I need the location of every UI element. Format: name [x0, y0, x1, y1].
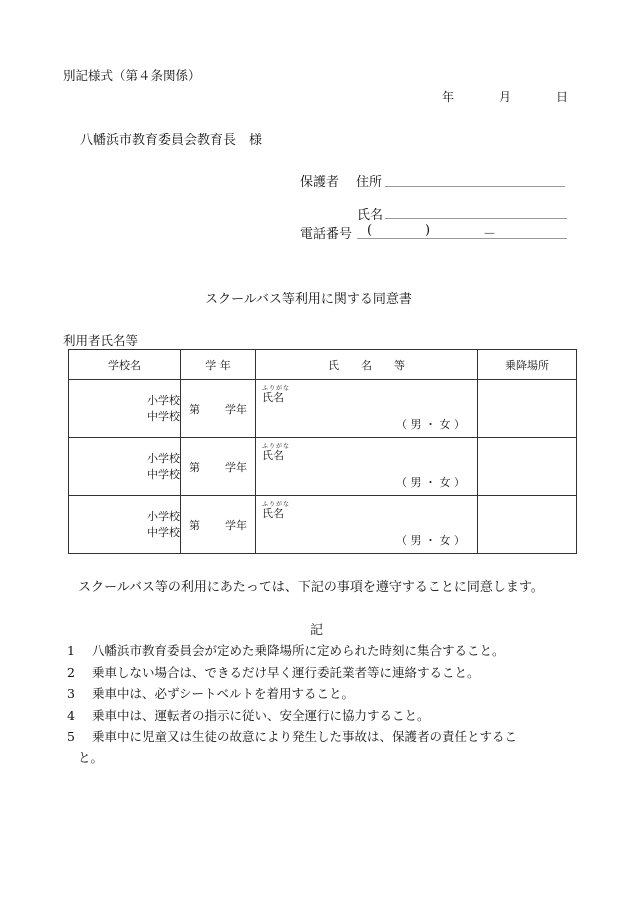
document-title: スクールバス等利用に関する同意書	[205, 292, 412, 307]
users-table	[68, 349, 577, 554]
stop-cell[interactable]	[478, 438, 577, 496]
agreement-statement: スクールバス等の利用にあたっては、下記の事項を遵守することに同意します。	[78, 580, 544, 595]
list-item	[67, 684, 354, 702]
gender-options: （ 男 ・ 女 ）	[396, 534, 465, 547]
date-day-label: 日	[556, 90, 569, 104]
furigana-label: ふりがな	[262, 385, 291, 392]
list-item	[67, 706, 430, 724]
grade-prefix: 第	[189, 518, 200, 532]
elementary-option: 小学校	[147, 393, 180, 407]
item-text: 乗車しない場合は、できるだけ早く運行委託業者等に連絡すること。	[92, 665, 480, 680]
elementary-option: 小学校	[147, 509, 180, 523]
list-item	[67, 663, 480, 681]
furigana-label: ふりがな	[262, 501, 291, 508]
date-month-label: 月	[499, 90, 512, 104]
grade-suffix: 学年	[225, 402, 247, 416]
name-cell[interactable]	[256, 438, 478, 496]
item-text: 乗車中に児童又は生徒の故意により発生した事故は、保護者の責任とするこ	[92, 729, 518, 744]
item-text: 乗車中は、必ずシートベルトを着用すること。	[92, 686, 355, 701]
gender-options: （ 男 ・ 女 ）	[396, 476, 465, 489]
addressee: 八幡浜市教育委員会教育長 様	[80, 133, 263, 148]
list-item	[67, 641, 505, 659]
item-number: 4	[67, 708, 75, 723]
section-label: 利用者氏名等	[63, 333, 139, 348]
elementary-option: 小学校	[147, 451, 180, 465]
name-cell[interactable]	[256, 496, 478, 554]
school-cell[interactable]	[69, 380, 181, 438]
school-cell[interactable]	[69, 496, 181, 554]
form-label: 別記様式（第４条関係）	[63, 68, 201, 83]
phone-field-line[interactable]	[357, 238, 567, 239]
grade-cell[interactable]	[181, 496, 256, 554]
grade-prefix: 第	[189, 402, 200, 416]
student-name-label: 氏名	[262, 449, 284, 462]
header-name: 氏 名 等	[256, 350, 478, 380]
name-cell[interactable]	[256, 380, 478, 438]
table-row	[69, 496, 577, 554]
guardian-title: 保護者	[300, 175, 340, 190]
grade-cell[interactable]	[181, 380, 256, 438]
list-item	[67, 727, 517, 745]
name-label: 氏名	[357, 208, 384, 223]
item-number: 3	[67, 686, 75, 701]
name-field-line[interactable]	[385, 218, 567, 219]
table-row	[69, 438, 577, 496]
grade-prefix: 第	[189, 460, 200, 474]
date-year-label: 年	[442, 90, 455, 104]
junior-high-option: 中学校	[147, 409, 180, 423]
item-text: 八幡浜市教育委員会が定めた乗降場所に定められた時刻に集合すること。	[92, 643, 505, 658]
student-name-label: 氏名	[262, 507, 284, 520]
junior-high-option: 中学校	[147, 525, 180, 539]
address-field-line[interactable]	[385, 186, 565, 187]
list-item-continuation: と。	[78, 750, 104, 765]
ki-heading: 記	[310, 623, 324, 638]
junior-high-option: 中学校	[147, 467, 180, 481]
item-number: 5	[67, 729, 75, 744]
item-number: 1	[67, 643, 75, 658]
item-text: 乗車中は、運転者の指示に従い、安全運行に協力すること。	[92, 708, 430, 723]
furigana-label: ふりがな	[262, 443, 291, 450]
header-grade: 学 年	[181, 350, 256, 380]
stop-cell[interactable]	[478, 380, 577, 438]
header-school: 学校名	[69, 350, 181, 380]
grade-cell[interactable]	[181, 438, 256, 496]
phone-dash: －	[483, 227, 497, 242]
gender-options: （ 男 ・ 女 ）	[396, 418, 465, 431]
table-row	[69, 380, 577, 438]
stop-cell[interactable]	[478, 496, 577, 554]
phone-close-paren: )	[425, 223, 431, 238]
phone-label: 電話番号	[300, 227, 353, 242]
address-label: 住所	[356, 175, 383, 190]
school-cell[interactable]	[69, 438, 181, 496]
grade-suffix: 学年	[225, 518, 247, 532]
student-name-label: 氏名	[262, 391, 284, 404]
phone-open-paren: (	[367, 223, 373, 238]
header-stop: 乗降場所	[478, 350, 577, 380]
table-header-row	[69, 350, 577, 380]
item-number: 2	[67, 665, 75, 680]
grade-suffix: 学年	[225, 460, 247, 474]
